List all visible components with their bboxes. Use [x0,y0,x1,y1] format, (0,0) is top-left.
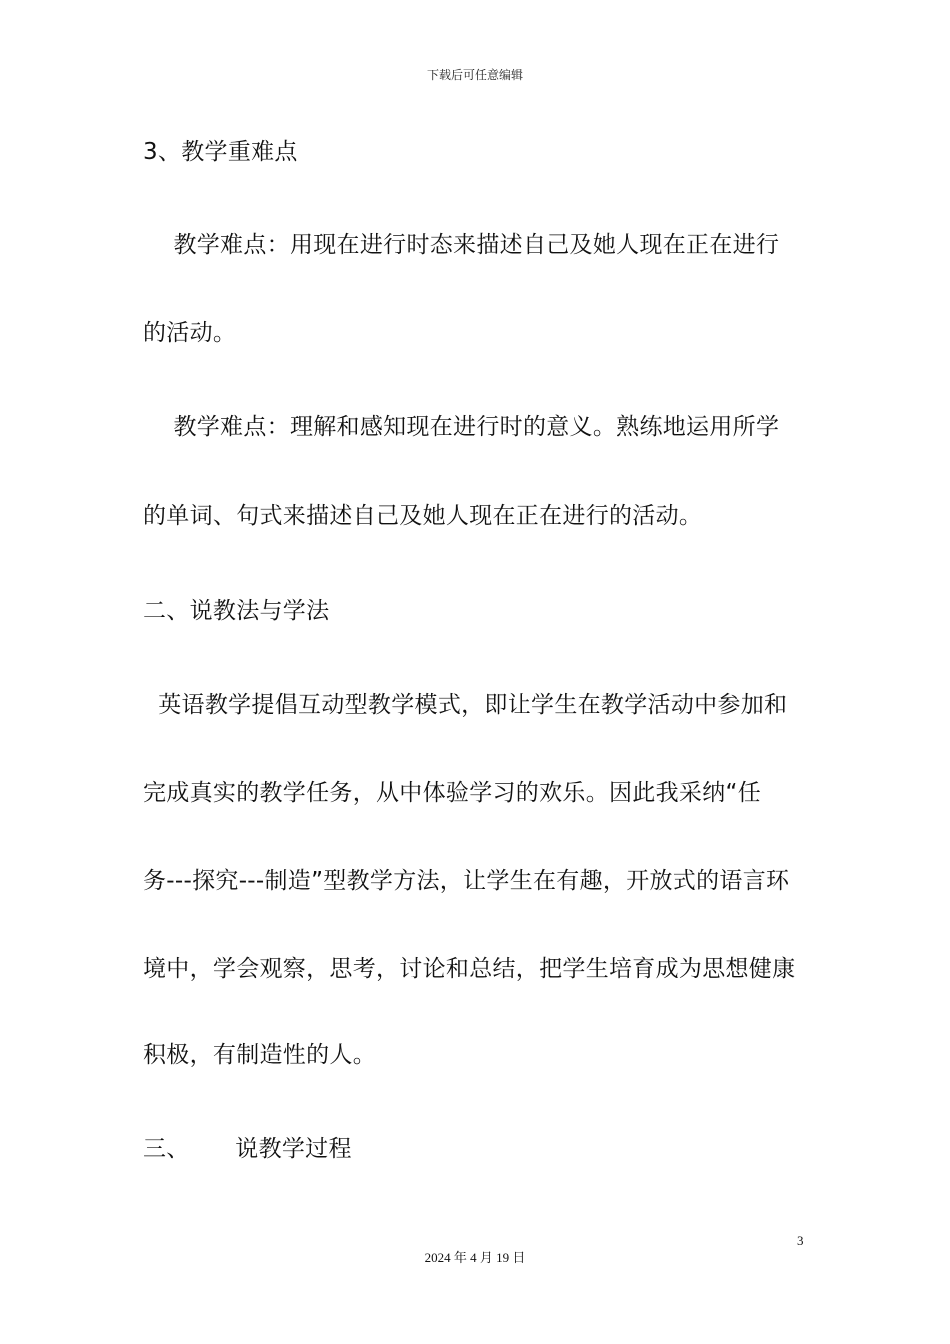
paragraph-line: 教学难点：用现在进行时态来描述自己及她人现在正在进行 [143,232,780,258]
paragraph-line: 的活动。 [143,320,237,346]
section-heading-process: 三、 说教学过程 [143,1136,352,1162]
footer-date: 2024 年 4 月 19 日 [424,1250,526,1265]
section-heading-methods: 二、说教法与学法 [143,598,330,624]
paragraph-line: 英语教学提倡互动型教学模式，即让学生在教学活动中参加和 [143,692,788,718]
page-header: 下载后可任意编辑 [426,68,523,82]
paragraph-line: 境中，学会观察，思考，讨论和总结，把学生培育成为思想健康 [143,956,796,982]
paragraph-line: 教学难点：理解和感知现在进行时的意义。熟练地运用所学 [143,414,780,440]
page-number: 3 [797,1233,804,1248]
paragraph-line: 积极，有制造性的人。 [143,1042,376,1068]
paragraph-line: 完成真实的教学任务，从中体验学习的欢乐。因此我采纳“任 [143,780,762,806]
paragraph-line: 的单词、句式来描述自己及她人现在正在进行的活动。 [143,503,703,529]
paragraph-line: 务---探究---制造”型教学方法，让学生在有趣，开放式的语言环 [143,868,790,894]
section-heading-difficulties: 3、教学重难点 [143,139,298,165]
